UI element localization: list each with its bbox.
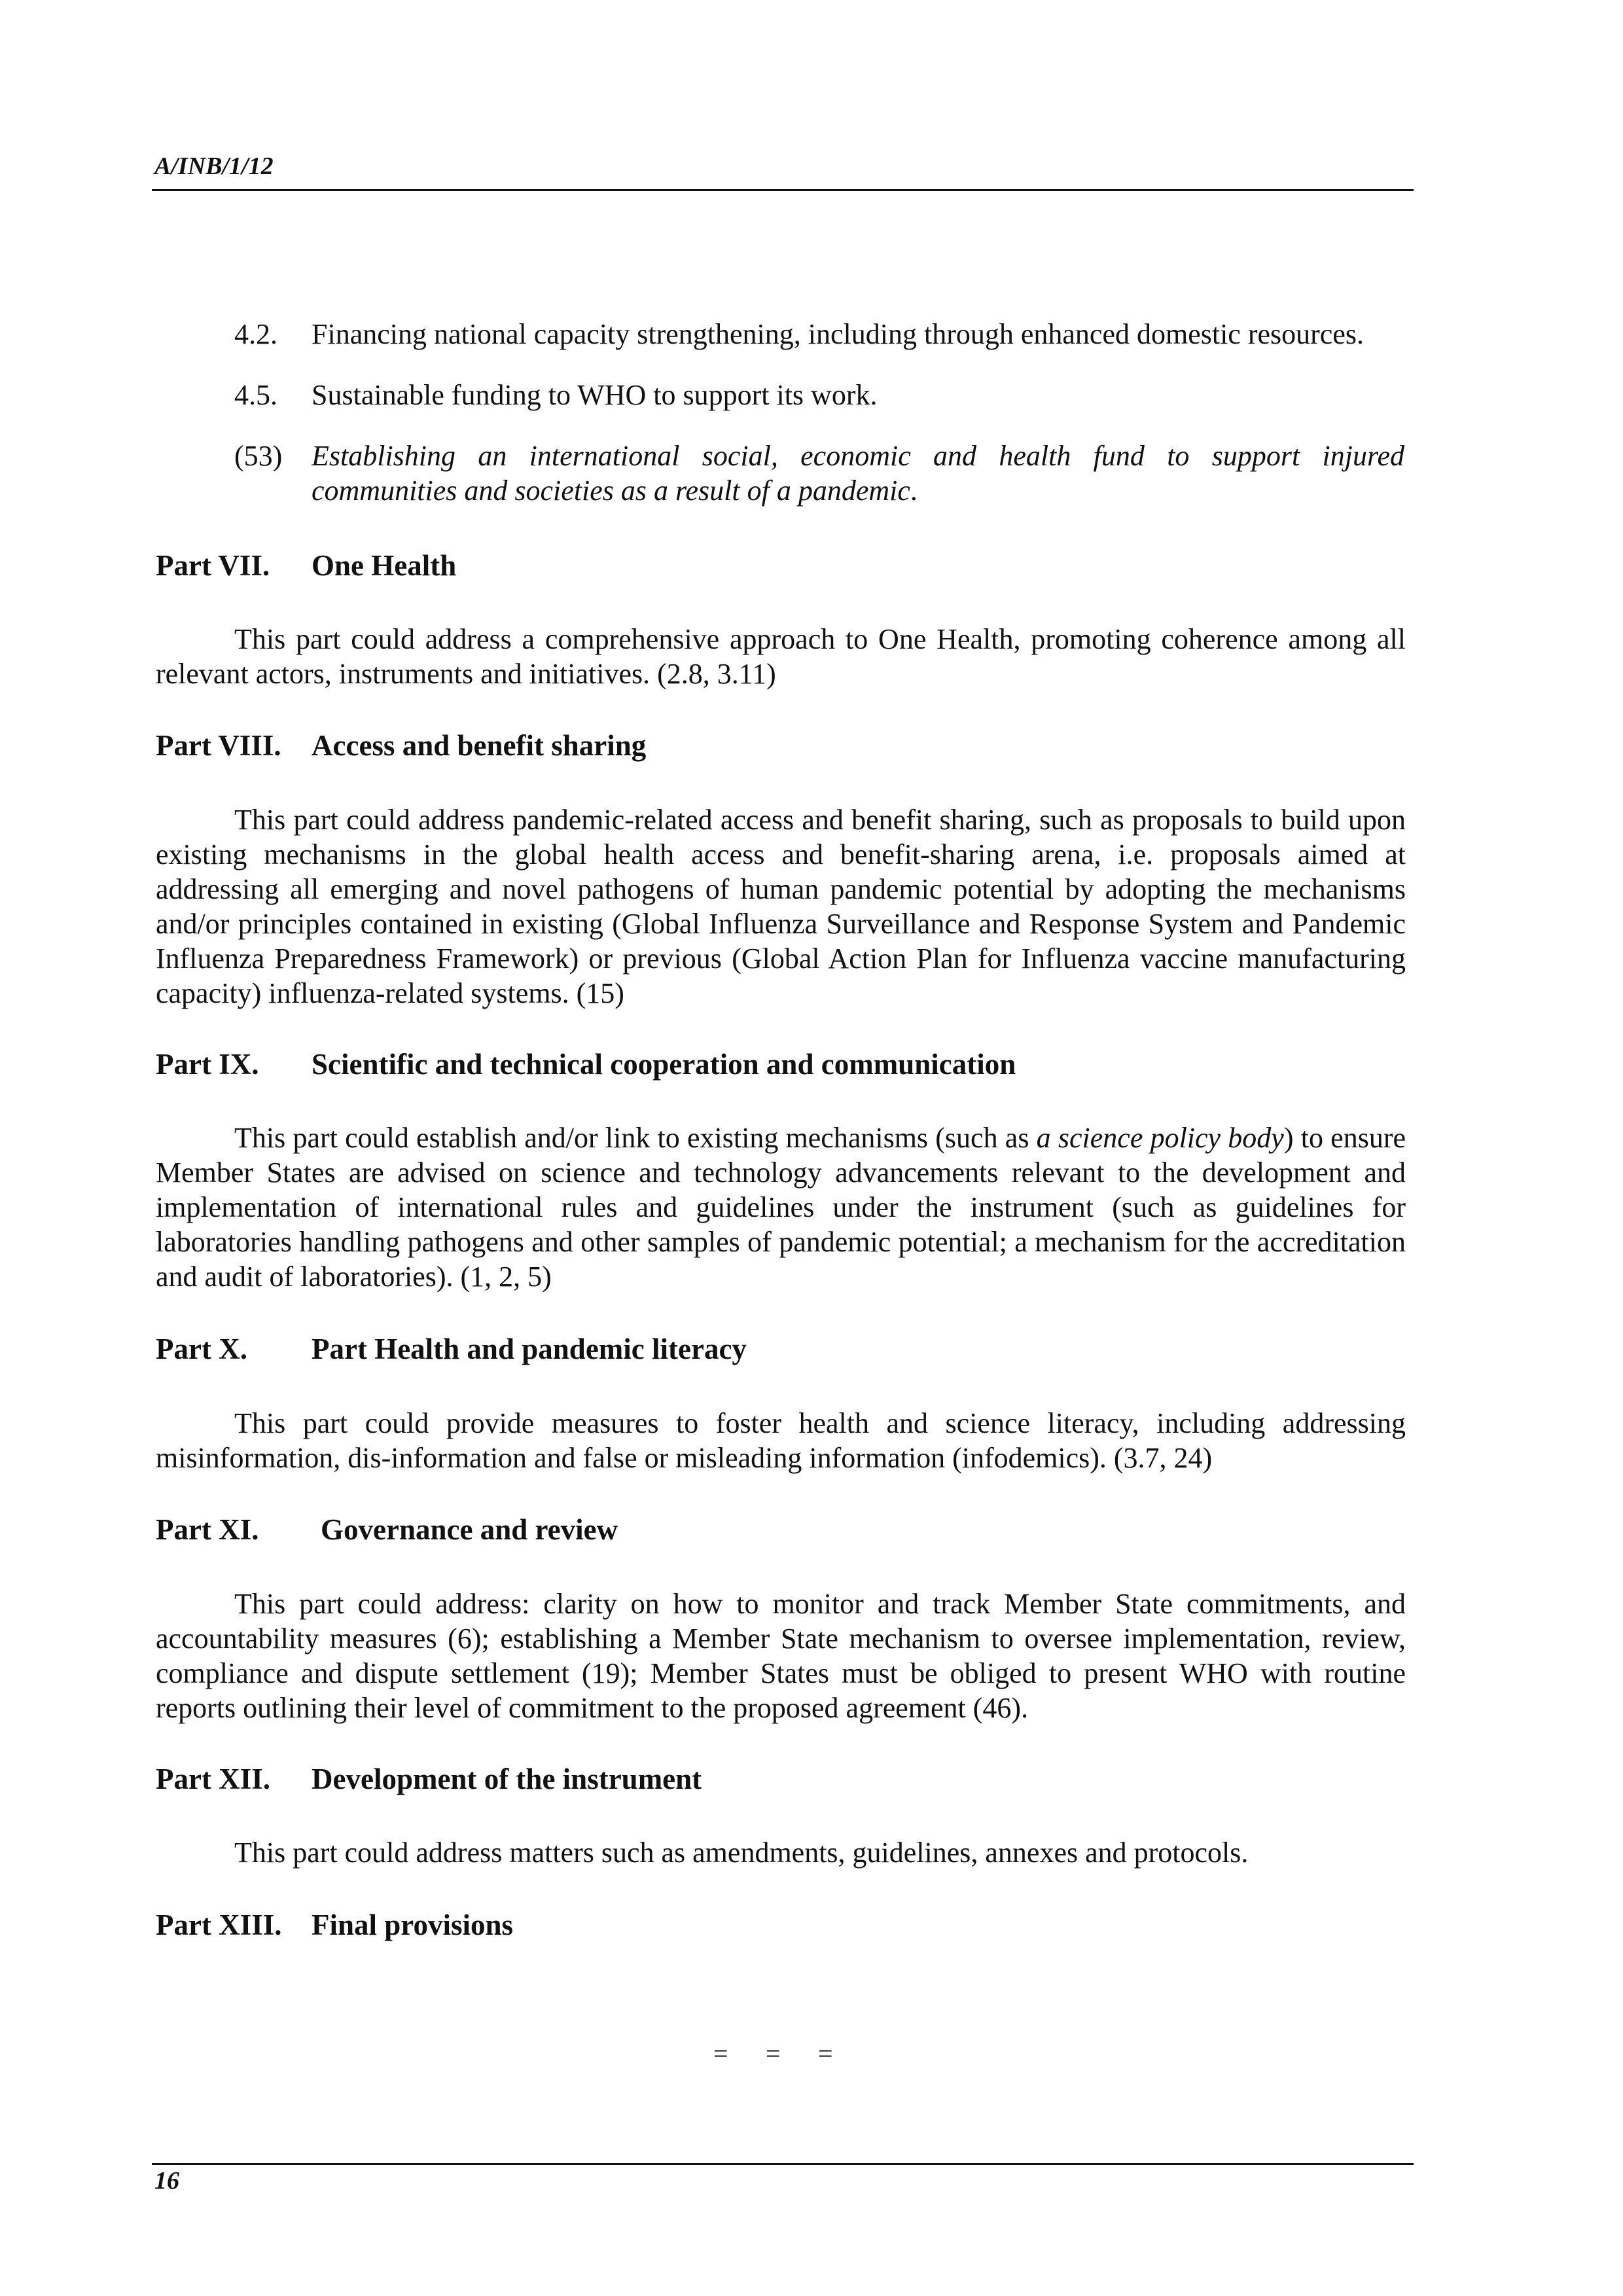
end-mark: =	[713, 2039, 728, 2068]
list-item-text: Establishing an international social, economic and health fund to support injured communities and societies as a result of a pandemic.	[312, 440, 1404, 507]
section-body-part-7: This part could address a comprehensive approach to One Health, promoting coherence among all relevant actors, instruments and initiatives. (2.8, 3.11)	[156, 623, 1406, 690]
section-label: Part XI.	[156, 1513, 259, 1546]
section-body-part-10: This part could provide measures to foster health and science literacy, including addressing misinformation, dis-information and false or misleading information (infodemics). (3.7, 24)	[156, 1407, 1406, 1474]
section-heading-part-10	[156, 1332, 747, 1366]
section-body-part-11: This part could address: clarity on how to monitor and track Member State commitments, and accountability measures (6); establishing a Member State mechanism to oversee implementation, review, compliance and dispute settlement (19); Member States must be obliged to present WHO with routine reports outlining their level of commitment to the proposed agreement (46).	[156, 1588, 1406, 1724]
list-item	[154, 317, 1404, 351]
section-title: Governance and review	[321, 1513, 618, 1546]
end-of-document-marks	[713, 2038, 870, 2069]
page-number: 16	[154, 2167, 179, 2195]
section-heading-part-11	[156, 1513, 618, 1547]
section-label: Part IX.	[156, 1048, 259, 1081]
end-mark: =	[818, 2039, 833, 2068]
footer-rule	[152, 2163, 1414, 2165]
list-item-number: (53)	[234, 440, 283, 472]
section-heading-part-8	[156, 728, 647, 762]
section-title: Scientific and technical cooperation and communication	[312, 1048, 1016, 1081]
section-body-part-8: This part could address pandemic-related access and benefit sharing, such as proposals to build upon existing mechanisms in the global health access and benefit-sharing arena, i.e. proposals aimed at addressing all emerging and novel pathogens of human pandemic potential by adopting the mechanisms and/or principles contained in existing (Global Influenza Surveillance and Response System and Pandemic Influenza Preparedness Framework) or previous (Global Action Plan for Influenza vaccine manufacturing capacity) influenza-related systems. (15)	[156, 804, 1406, 1009]
section-label: Part XIII.	[156, 1909, 282, 1941]
list-item-number: 4.5.	[234, 379, 277, 411]
list-item	[154, 378, 1404, 412]
end-mark: =	[766, 2039, 781, 2068]
section-label: Part XII.	[156, 1763, 270, 1795]
section-heading-part-12	[156, 1762, 702, 1796]
section-title: Development of the instrument	[312, 1763, 702, 1795]
section-body-part-12: This part could address matters such as amendments, guidelines, annexes and protocols.	[234, 1837, 1249, 1869]
section-body-part-9: This part could establish and/or link to existing mechanisms (such as a science policy body) to ensure Member States are advised on science and technology advancements relevant to the development and implementation of international rules and guidelines under the instrument (such as guidelines for laboratories handling pathogens and other samples of pandemic potential; a mechanism for the accreditation and audit of laboratories). (1, 2, 5)	[156, 1122, 1406, 1293]
section-title: One Health	[312, 549, 457, 582]
section-heading-part-9	[156, 1047, 1016, 1081]
document-code: A/INB/1/12	[154, 152, 274, 180]
section-title: Part Health and pandemic literacy	[312, 1333, 747, 1365]
section-label: Part VII.	[156, 549, 270, 582]
section-label: Part X.	[156, 1333, 247, 1365]
list-item-text: Sustainable funding to WHO to support its work.	[312, 379, 878, 411]
section-label: Part VIII.	[156, 729, 281, 762]
list-item	[154, 439, 1404, 508]
section-heading-part-7	[156, 548, 457, 583]
section-title: Final provisions	[312, 1909, 514, 1941]
section-heading-part-13	[156, 1908, 514, 1942]
list-item-text: Financing national capacity strengthening, including through enhanced domestic resources.	[312, 318, 1364, 350]
header-rule	[152, 189, 1414, 191]
section-title: Access and benefit sharing	[312, 729, 647, 762]
list-item-number: 4.2.	[234, 318, 277, 350]
